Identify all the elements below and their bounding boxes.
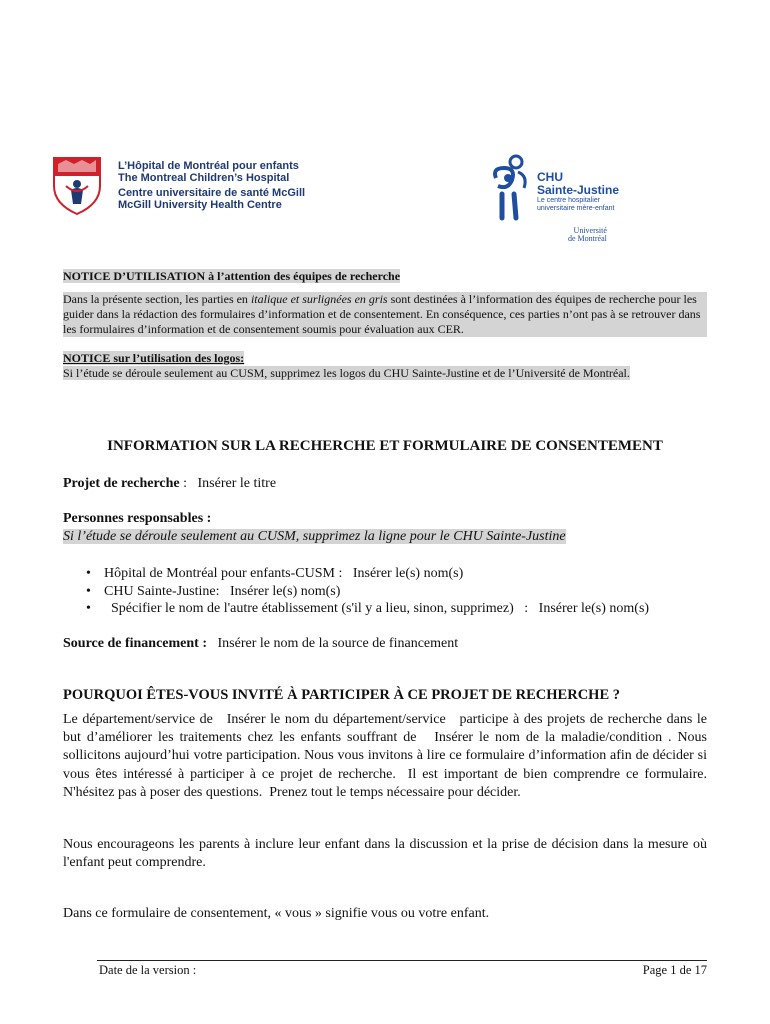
pourquoi-paragraph-2: Nous encourageons les parents à inclure leur enfant dans la discussion et la prise de décision dans la mesure où l'enfant peut comprendre. <box>63 837 707 871</box>
project-value: Insérer le titre <box>197 476 277 491</box>
project-label: Projet de recherche <box>63 476 180 491</box>
notice-para-part1: Dans la présente section, les parties en <box>63 292 251 306</box>
financement-value: Insérer le nom de la source de financement <box>217 636 459 651</box>
notice-heading <box>63 269 707 284</box>
udem-line2: de Montréal <box>568 234 607 243</box>
chu-tagline1: Le centre hospitalier <box>537 197 601 204</box>
udem-line1: Université <box>573 226 607 235</box>
pourquoi-paragraph-3: Dans ce formulaire de consentement, « vous » signifie vous ou votre enfant. <box>63 906 490 921</box>
notice-heading-bold: NOTICE D’UTILISATION <box>63 269 206 283</box>
document-title: INFORMATION SUR LA RECHERCHE ET FORMULAIRE DE CONSENTEMENT <box>107 438 663 454</box>
chu-logo <box>488 154 638 246</box>
footer-page-number: Page 1 de 17 <box>642 963 707 977</box>
notice-para-part2: sont destinées à l’information des équipes de recherche pour les guider dans la rédaction des formulaires d’information et de consentement. En conséquence, ces parties n’ont pas à se retrouver dans les formulaires d’information et de consentement soumis pour évaluation aux CER. <box>63 292 701 336</box>
chu-figure-icon <box>488 154 536 224</box>
logos-notice-text: Si l’étude se déroule seulement au CUSM, supprimez les logos du CHU Sainte-Justine et de l’Université de Montréal. <box>63 366 630 380</box>
chu-name-line1: CHU <box>537 170 563 184</box>
project-sep: : <box>179 476 198 491</box>
mch-centre-fr: Centre universitaire de santé McGill <box>118 187 306 199</box>
footer-divider <box>97 960 707 961</box>
chu-name-line2: Sainte-Justine <box>537 183 620 197</box>
mch-logo <box>52 156 306 221</box>
mch-name-en: The Montreal Children’s Hospital <box>118 172 290 184</box>
list-item: • CHU Sainte-Justine: Insérer le(s) nom(s) <box>80 583 649 601</box>
list-item: • Hôpital de Montréal pour enfants-CUSM : Insérer le(s) nom(s) <box>80 565 649 583</box>
project-line <box>63 475 707 493</box>
pourquoi-heading: POURQUOI ÊTES-VOUS INVITÉ À PARTICIPER À CE PROJET DE RECHERCHE ? <box>63 687 620 703</box>
pourquoi-paragraph-1: Le département/service de Insérer le nom du département/service participe à des projets de recherche dans le but d’améliorer les traitements chez les enfants souffrant de Insérer le nom de la maladie/condition . Nous sollicitons aujourd’hui votre participation. Nous vous invitons à lire ce formulaire d’information afin de décider si vous êtes intéressé à participer à ce projet de recherche. Il est important de bien comprendre ce formulaire. N'hésitez pas à poser des questions. Prenez tout le temps nécessaire pour décider. <box>63 712 714 800</box>
responsables-note-text: Si l’étude se déroule seulement au CUSM, supprimez la ligne pour le CHU Sainte-Justine <box>63 529 566 544</box>
mch-name-fr: L’Hôpital de Montréal pour enfants <box>118 160 299 172</box>
financement-label: Source de financement : <box>63 636 207 651</box>
notice-paragraph <box>63 292 707 337</box>
notice-para-italic: italique et surlignées en gris <box>250 292 388 306</box>
responsables-label <box>63 510 707 528</box>
logos-notice-heading: NOTICE sur l’utilisation des logos: <box>63 351 245 365</box>
responsables-list <box>80 565 649 618</box>
chu-tagline2: universitaire mère-enfant <box>537 205 615 212</box>
logos-notice <box>63 351 707 381</box>
responsables-note <box>63 528 707 546</box>
list-item: • Spécifier le nom de l'autre établissement (s'il y a lieu, sinon, supprimez) : Insérer le(s) nom(s) <box>80 600 649 618</box>
financement-line <box>63 635 707 653</box>
notice-heading-rest: à l’attention des équipes de recherche <box>205 269 401 283</box>
mch-shield-icon <box>52 156 102 216</box>
udem-logo <box>568 227 607 243</box>
responsables-label-text: Personnes responsables : <box>63 511 212 526</box>
mch-centre-en: McGill University Health Centre <box>118 199 282 211</box>
footer-version: Date de la version : <box>99 963 197 977</box>
